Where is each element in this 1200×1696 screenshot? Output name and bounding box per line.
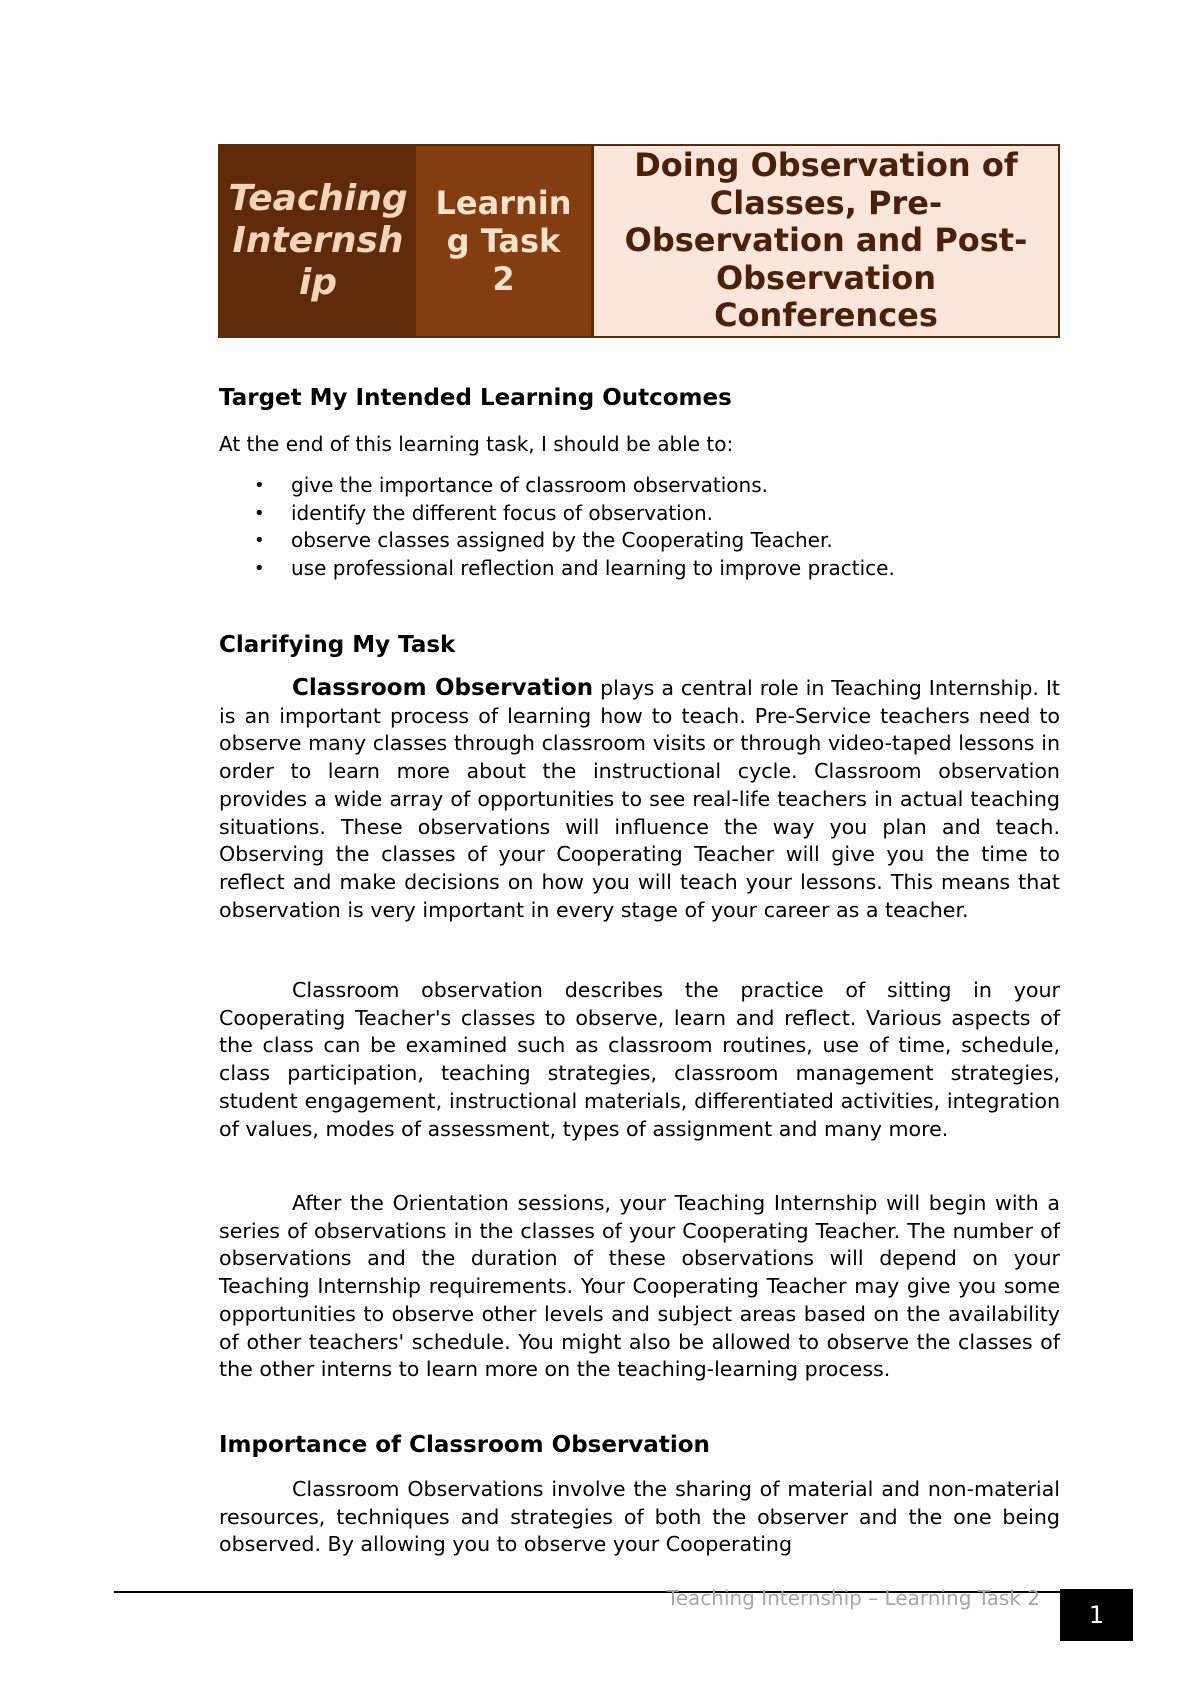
- outcomes-list: [219, 472, 895, 582]
- course-name-cell: Teaching Internship: [220, 146, 416, 336]
- list-item-text: observe classes assigned by the Cooperating Teacher.: [291, 528, 833, 553]
- importance-heading: Importance of Classroom Observation: [219, 1432, 710, 1458]
- list-item-text: identify the different focus of observation.: [291, 500, 713, 525]
- clarifying-paragraph-1-lead: Classroom Observation: [292, 675, 594, 701]
- clarifying-paragraph-1-text: plays a central role in Teaching Internship. It is an important process of learning how to teach. Pre-Service teachers need to observe many classes through classroom visits or through video-taped lessons in order to learn more about the instructional cycle. Classroom observation provides a wide array of opportunities to see real-life teachers in actual teaching situations. These observations will influence the way you plan and teach. Observing the classes of your Cooperating Teacher will give you the time to reflect and make decisions on how you will teach your lessons. This means that observation is very important in every stage of your career as a teacher.: [219, 676, 1060, 922]
- clarifying-heading: Clarifying My Task: [219, 632, 456, 658]
- list-item-text: give the importance of classroom observations.: [291, 473, 768, 497]
- outcomes-intro: At the end of this learning task, I should be able to:: [219, 432, 734, 456]
- list-item: [219, 472, 895, 500]
- list-item: [219, 527, 895, 555]
- bullet-icon: •: [254, 530, 265, 552]
- task-number-cell: Learning Task 2: [416, 146, 594, 336]
- bullet-icon: •: [254, 557, 265, 579]
- task-title-cell: Doing Observation of Classes, Pre-Observation and Post-Observation Conferences: [594, 146, 1058, 336]
- title-banner: [218, 144, 1060, 338]
- clarifying-paragraph-2: Classroom observation describes the practice of sitting in your Cooperating Teacher's classes to observe, learn and reflect. Various aspects of the class can be examined such as classroom routines, use of time, schedule, class participation, teaching strategies, classroom management strategies, student engagement, instructional materials, differentiated activities, integration of values, modes of assessment, types of assignment and many more.: [219, 978, 1060, 1141]
- page-number: 1: [1060, 1589, 1133, 1641]
- list-item: [219, 500, 895, 528]
- bullet-icon: •: [254, 475, 265, 496]
- footer-running-title: Teaching Internship – Learning Task 2: [666, 1586, 1040, 1610]
- outcomes-heading: Target My Intended Learning Outcomes: [219, 385, 732, 411]
- list-item-text: use professional reflection and learning to improve practice.: [291, 555, 895, 580]
- clarifying-paragraph-3: After the Orientation sessions, your Teaching Internship will begin with a series of observations in the classes of your Cooperating Teacher. The number of observations and the duration of these observations will depend on your Teaching Internship requirements. Your Cooperating Teacher may give you some opportunities to observe other levels and subject areas based on the availability of other teachers' schedule. You might also be allowed to observe the classes of the other interns to learn more on the teaching-learning process.: [219, 1191, 1060, 1382]
- bullet-icon: •: [254, 502, 265, 524]
- clarifying-paragraph-1: [219, 675, 1060, 924]
- list-item: [219, 555, 895, 583]
- importance-paragraph-1: Classroom Observations involve the sharing of material and non-material resources, techniques and strategies of both the observer and the one being observed. By allowing you to observe your Cooperating: [219, 1477, 1060, 1557]
